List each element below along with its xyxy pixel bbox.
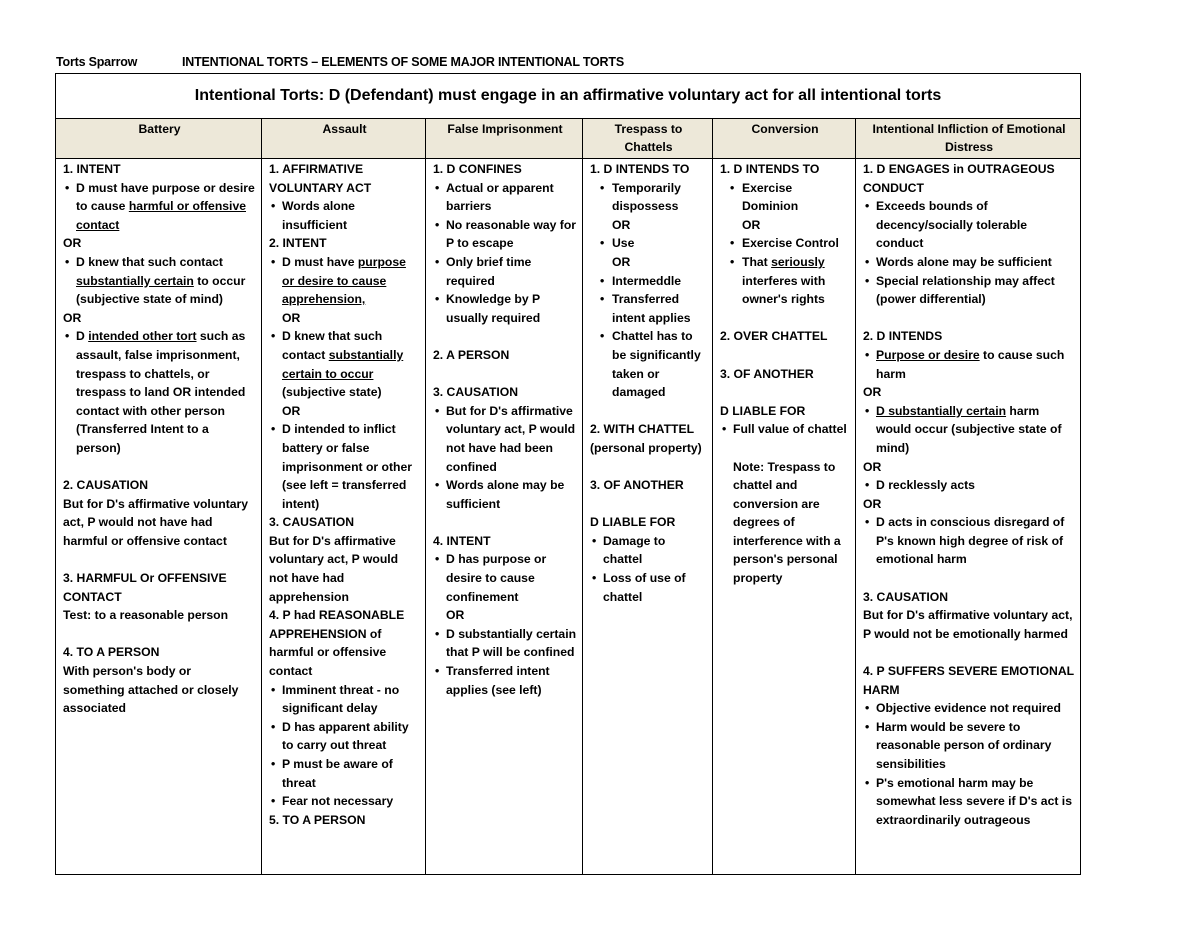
assault-element-4: 4. P had REASONABLE APPREHENSION of harmful or offensive contact (269, 608, 405, 679)
list-item: • Chattel has to be significantly taken or damaged (590, 327, 707, 401)
column-header-false-imprisonment: False Imprisonment (426, 119, 583, 159)
or-label: OR (612, 217, 631, 232)
trespass-element-3: 3. OF ANOTHER (590, 478, 684, 493)
list-item: • Intermeddle (590, 272, 707, 291)
list-item: • Fear not necessary (269, 792, 420, 811)
list-item: • Actual or apparent barriers (433, 179, 577, 216)
false-imprisonment-cell (426, 159, 583, 875)
assault-cell (262, 159, 426, 875)
assault-element-3-text: But for D's affirmative voluntary act, P would not have had apprehension (269, 533, 399, 604)
assault-element-2: 2. INTENT (269, 236, 327, 251)
list-item: • D acts in conscious disregard of P's known high degree of risk of emotional harm (863, 513, 1075, 569)
torts-table (55, 73, 1081, 875)
iied-cell (856, 159, 1081, 875)
trespass-liability: D LIABLE FOR (590, 515, 676, 530)
or-label: OR (63, 310, 82, 325)
list-item: • Use (590, 234, 707, 253)
list-item: • Exercise Dominion (720, 179, 850, 216)
column-header-iied: Intentional Infliction of Emotional Distress (856, 119, 1081, 159)
iied-element-3-text: But for D's affirmative voluntary act, P would not be emotionally harmed (863, 608, 1073, 641)
assault-element-3: 3. CAUSATION (269, 515, 355, 530)
or-label: OR (863, 385, 882, 400)
conversion-note: Note: Trespass to chattel and conversion are degrees of interference with a person's personal property (733, 459, 841, 586)
column-header-battery: Battery (56, 119, 262, 159)
list-item: • Only brief time required (433, 253, 577, 290)
fi-element-1: 1. D CONFINES (433, 162, 522, 176)
iied-element-1: 1. D ENGAGES in OUTRAGEOUS CONDUCT (863, 162, 1055, 195)
list-item: • Knowledge by P usually required (433, 290, 577, 327)
list-item: • Transferred intent applies (590, 290, 707, 327)
list-item: • Transferred intent applies (see left) (433, 662, 577, 699)
list-item: • Temporarily dispossess (590, 179, 707, 216)
list-item: • Damage to chattel (590, 532, 707, 569)
conversion-element-3: 3. OF ANOTHER (720, 366, 814, 381)
list-item: • Purpose or desire to cause such harm (863, 346, 1075, 383)
or-label: OR (446, 608, 465, 623)
list-item: • Objective evidence not required (863, 699, 1075, 718)
conversion-cell (713, 159, 856, 875)
list-item: • D has purpose or desire to cause confinement (433, 550, 577, 606)
or-label: OR (612, 254, 631, 269)
document-title: INTENTIONAL TORTS – ELEMENTS OF SOME MAJOR INTENTIONAL TORTS (182, 55, 624, 69)
list-item: • Words alone may be sufficient (863, 253, 1075, 272)
list-item: • Words alone insufficient (269, 197, 420, 234)
fi-element-3: 3. CAUSATION (433, 385, 519, 400)
battery-element-3: 3. HARMFUL Or OFFENSIVE CONTACT (63, 571, 227, 604)
list-item: • Full value of chattel (720, 420, 850, 439)
list-item: • No reasonable way for P to escape (433, 216, 577, 253)
list-item: • Exceeds bounds of decency/socially tolerable conduct (863, 197, 1075, 253)
list-item: • D substantially certain that P will be confined (433, 625, 577, 662)
battery-element-4-text: With person's body or something attached or closely associated (63, 664, 239, 716)
battery-element-2-text: But for D's affirmative voluntary act, P would not have had harmful or offensive contact (63, 496, 249, 548)
battery-element-4: 4. TO A PERSON (63, 645, 160, 660)
document-header (56, 55, 624, 69)
table-title: Intentional Torts: D (Defendant) must engage in an affirmative voluntary act for all intentional torts (56, 74, 1081, 119)
list-item: • P must be aware of threat (269, 755, 420, 792)
trespass-element-2: 2. WITH CHATTEL (personal property) (590, 422, 702, 455)
or-label: OR (282, 403, 301, 418)
conversion-liability: D LIABLE FOR (720, 403, 806, 418)
list-item: • D must have purpose or desire to cause harmful or offensive contact (63, 179, 256, 235)
author-label: Torts Sparrow (56, 55, 138, 69)
or-label: OR (63, 236, 82, 251)
list-item: • P's emotional harm may be somewhat less severe if D's act is extraordinarily outrageous (863, 774, 1075, 830)
battery-element-2: 2. CAUSATION (63, 478, 149, 493)
trespass-to-chattels-cell (583, 159, 713, 875)
list-item: • Loss of use of chattel (590, 569, 707, 606)
iied-element-2: 2. D INTENDS (863, 329, 943, 344)
list-item: • D recklessly acts (863, 476, 1075, 495)
list-item: • That seriously interferes with owner's rights (720, 253, 850, 309)
fi-element-2: 2. A PERSON (433, 347, 510, 362)
list-item: • Harm would be severe to reasonable person of ordinary sensibilities (863, 718, 1075, 774)
list-item: • Special relationship may affect (power differential) (863, 272, 1075, 309)
or-label: OR (282, 310, 301, 325)
conversion-element-1: 1. D INTENDS TO (720, 162, 820, 176)
column-header-row (56, 119, 1081, 159)
list-item: • Words alone may be sufficient (433, 476, 577, 513)
list-item: • D must have purpose or desire to cause apprehension, (269, 253, 420, 309)
list-item: • Imminent threat - no significant delay (269, 681, 420, 718)
list-item: • Exercise Control (720, 234, 850, 253)
iied-element-4: 4. P SUFFERS SEVERE EMOTIONAL HARM (863, 664, 1074, 697)
list-item: • But for D's affirmative voluntary act, P would not have had been confined (433, 402, 577, 476)
list-item: • D has apparent ability to carry out threat (269, 718, 420, 755)
or-label: OR (863, 459, 882, 474)
list-item: • D knew that such contact substantially certain to occur (subjective state) (269, 327, 420, 401)
assault-element-1: 1. AFFIRMATIVE VOLUNTARY ACT (269, 162, 372, 195)
battery-cell (56, 159, 262, 875)
trespass-element-1: 1. D INTENDS TO (590, 162, 690, 176)
or-label: OR (863, 496, 882, 511)
column-header-trespass-to-chattels: Trespass to Chattels (583, 119, 713, 159)
list-item: • D intended to inflict battery or false imprisonment or other (see left = transferred intent) (269, 420, 420, 513)
list-item: • D substantially certain harm would occur (subjective state of mind) (863, 402, 1075, 458)
battery-element-1: 1. INTENT (63, 162, 121, 176)
assault-element-5: 5. TO A PERSON (269, 812, 366, 827)
conversion-element-2: 2. OVER CHATTEL (720, 329, 828, 344)
battery-element-3-text: Test: to a reasonable person (63, 608, 229, 623)
list-item: • D knew that such contact substantially certain to occur (subjective state of mind) (63, 253, 256, 309)
iied-element-3: 3. CAUSATION (863, 589, 949, 604)
column-header-assault: Assault (262, 119, 426, 159)
column-header-conversion: Conversion (713, 119, 856, 159)
battery-intent-list (63, 179, 256, 235)
list-item: • D intended other tort such as assault, false imprisonment, trespass to chattels, or trespass to land OR intended contact with other person (Transferred Intent to a person) (63, 327, 256, 457)
elements-row (56, 159, 1081, 875)
fi-element-4: 4. INTENT (433, 533, 491, 548)
or-label: OR (742, 217, 761, 232)
